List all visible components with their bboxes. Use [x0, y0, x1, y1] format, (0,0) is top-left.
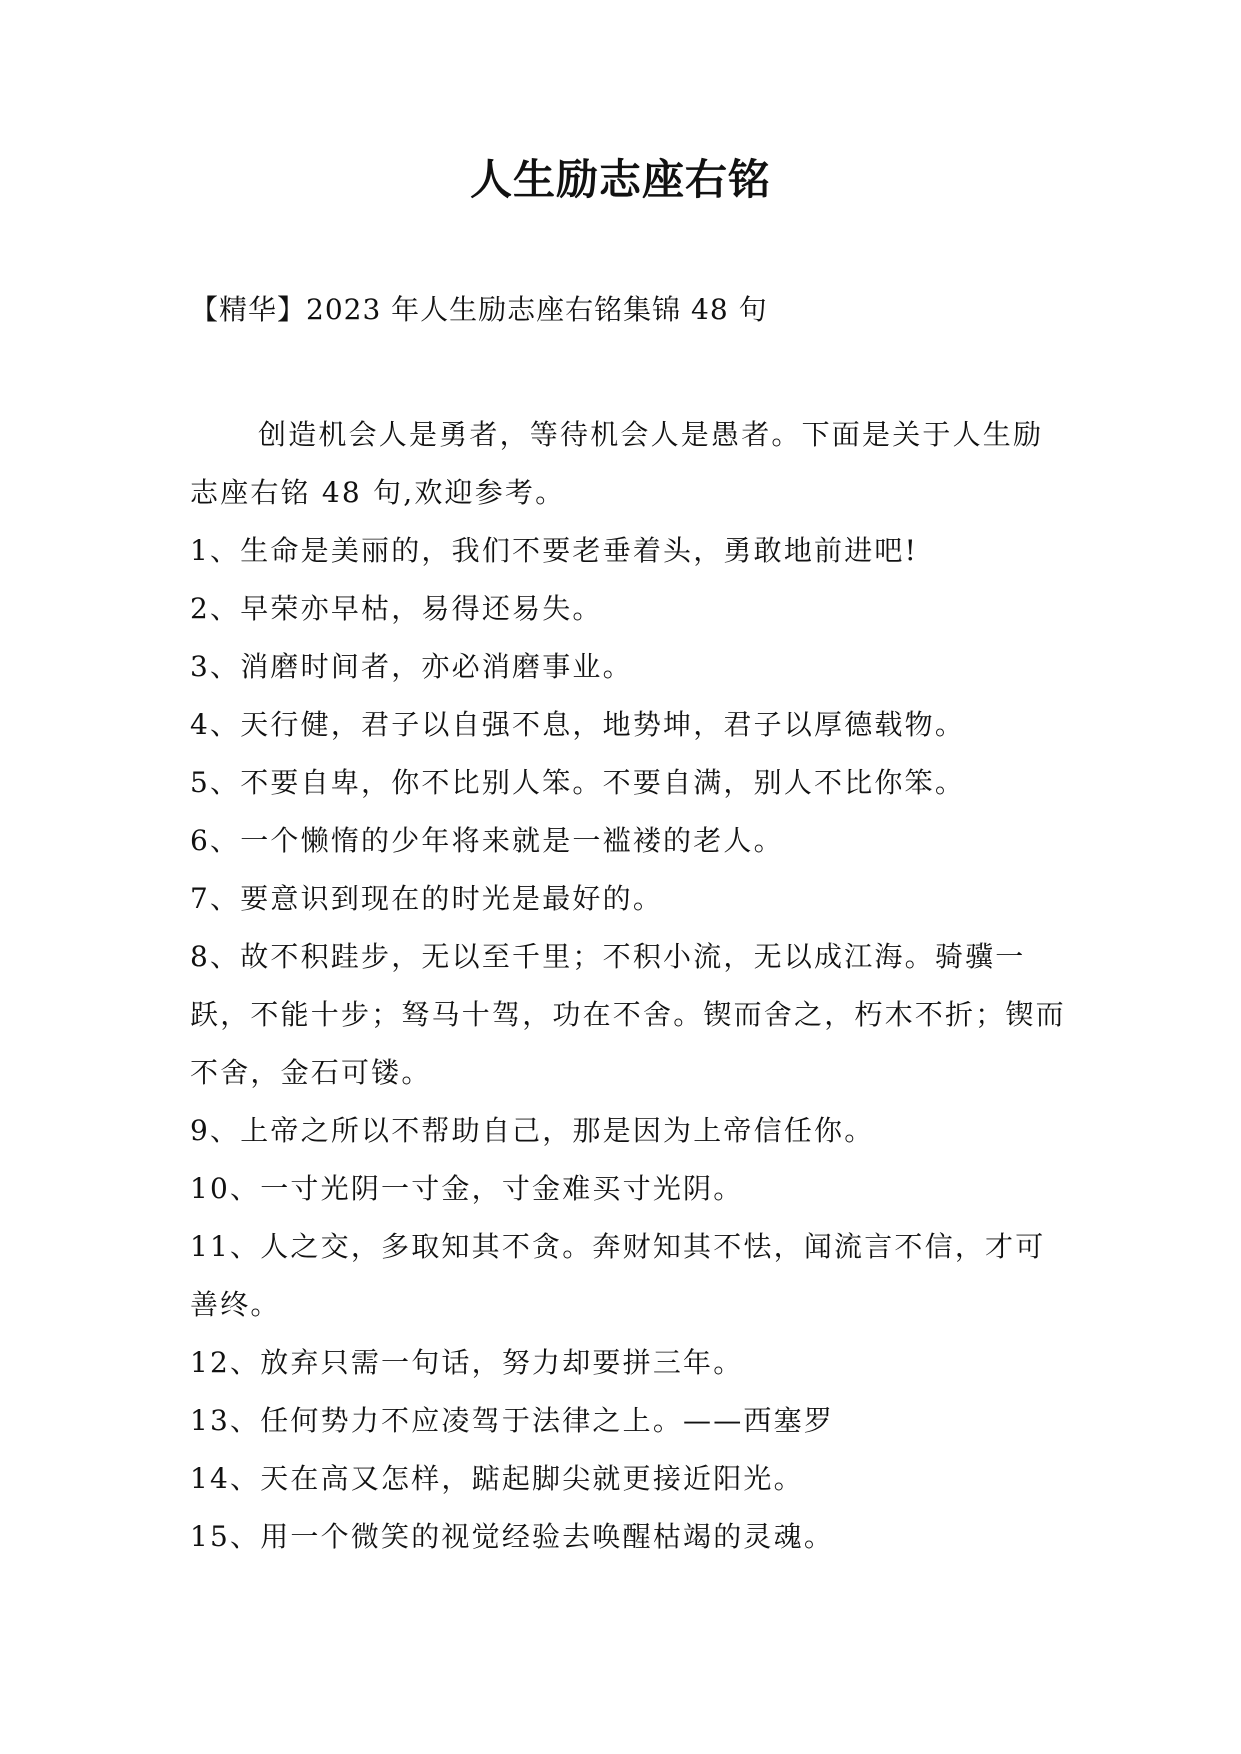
list-item: 4、天行健，君子以自强不息，地势坤，君子以厚德载物。	[190, 708, 966, 741]
list-item: 14、天在高又怎样，踮起脚尖就更接近阳光。	[190, 1462, 804, 1495]
list-item: 9、上帝之所以不帮助自己，那是因为上帝信任你。	[190, 1114, 875, 1147]
list-item: 1、生命是美丽的，我们不要老垂着头，勇敢地前进吧!	[190, 534, 919, 567]
list-item: 11、人之交，多取知其不贪。奔财知其不怯，闻流言不信，才可善终。	[190, 1230, 1046, 1321]
list-item: 13、任何势力不应凌驾于法律之上。——西塞罗	[190, 1404, 835, 1437]
document-body	[190, 406, 1070, 1566]
list-item: 5、不要自卑，你不比别人笨。不要自满，别人不比你笨。	[190, 766, 966, 799]
list-item: 6、一个懒惰的少年将来就是一褴褛的老人。	[190, 824, 784, 857]
list-item: 15、用一个微笑的视觉经验去唤醒枯竭的灵魂。	[190, 1520, 835, 1553]
list-item: 3、消磨时间者，亦必消磨事业。	[190, 650, 633, 683]
document-title: 人生励志座右铭	[469, 155, 771, 204]
list-item: 2、早荣亦早枯，易得还易失。	[190, 592, 603, 625]
intro-paragraph: 创造机会人是勇者，等待机会人是愚者。下面是关于人生励志座右铭 48 句,欢迎参考。	[190, 418, 1044, 509]
list-item: 12、放弃只需一句话，努力却要拼三年。	[190, 1346, 744, 1379]
list-item: 8、故不积跬步，无以至千里；不积小流，无以成江海。骑骥一跃，不能十步；驽马十驾，功在不舍。锲而舍之，朽木不折；锲而不舍，金石可镂。	[190, 940, 1066, 1089]
list-item: 7、要意识到现在的时光是最好的。	[190, 882, 664, 915]
list-item: 10、一寸光阴一寸金，寸金难买寸光阴。	[190, 1172, 744, 1205]
document-subtitle: 【精华】2023 年人生励志座右铭集锦 48 句	[190, 293, 768, 326]
